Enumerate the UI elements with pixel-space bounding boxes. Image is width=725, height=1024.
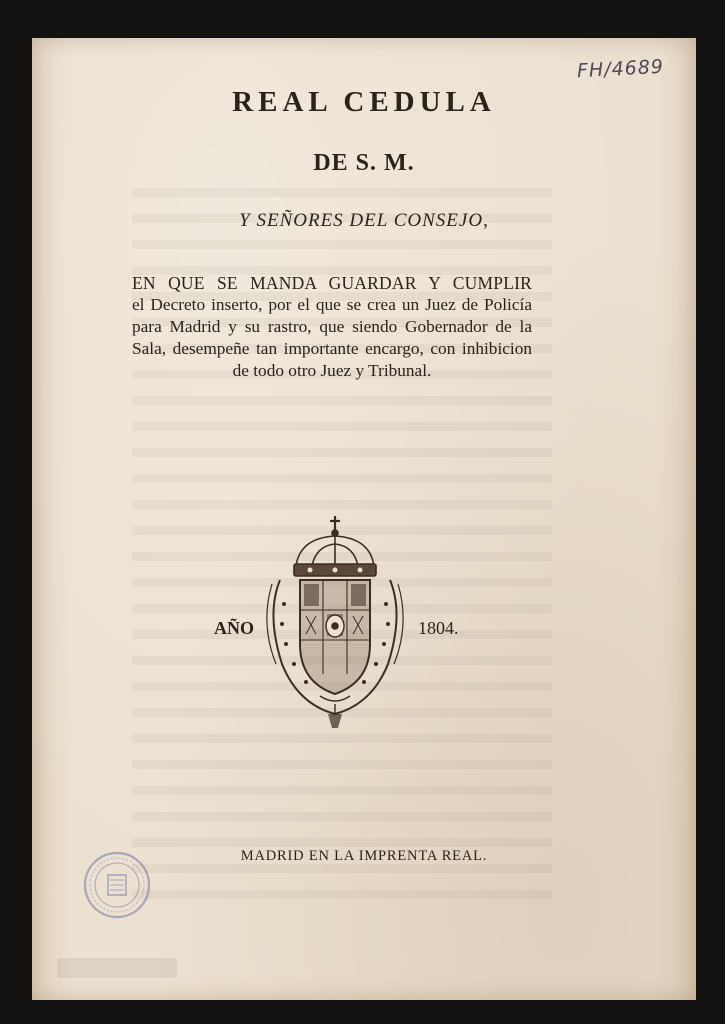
library-stamp-icon <box>82 850 152 920</box>
summary-text: el Decreto inserto, por el que se crea un Juez de Policía para Madrid y su rastro, que siendo Gobernador de la Sala, desempeñe tan importante encargo, con inhibicion de todo otro Juez y Tribunal. <box>132 295 532 380</box>
faint-pencil-mark <box>57 958 177 978</box>
document-summary <box>132 272 532 382</box>
title-senores-del-consejo: Y SEÑORES DEL CONSEJO, <box>239 210 489 231</box>
title-de-sm: DE S. M. <box>313 150 415 176</box>
handwritten-shelfmark: FH/4689 <box>576 55 665 83</box>
year-value: 1804. <box>418 618 459 638</box>
year-label: AÑO <box>214 618 254 638</box>
imprint-line: MADRID EN LA IMPRENTA REAL. <box>240 848 488 864</box>
title-real-cedula: REAL CEDULA <box>232 86 496 118</box>
summary-lead: EN QUE SE MANDA GUARDAR Y CUMPLIR <box>132 273 532 293</box>
royal-coat-of-arms-icon <box>260 514 410 736</box>
document-page <box>32 38 696 1000</box>
